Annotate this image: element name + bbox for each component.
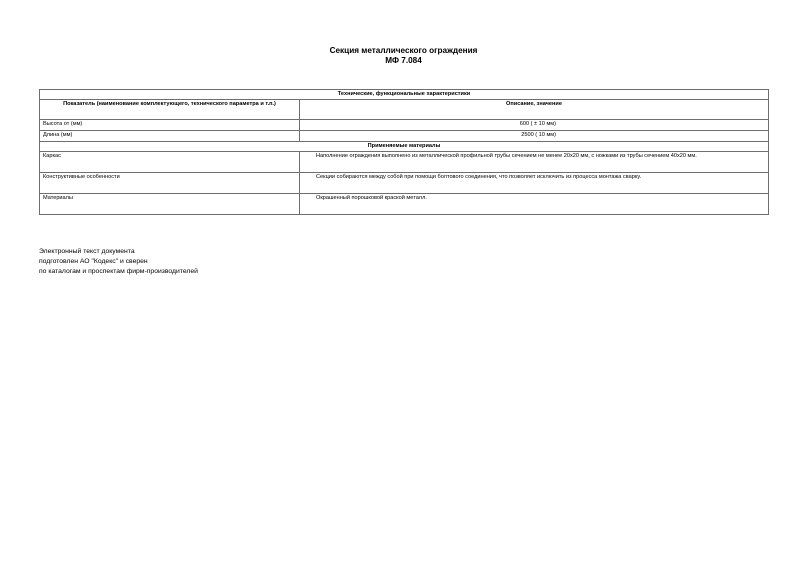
- column-header-indicator: Показатель (наименование комплектующего, технического параметра и т.п.): [40, 100, 300, 120]
- document-title: [0, 46, 807, 66]
- section-row-technical: [40, 90, 769, 100]
- section-materials-heading: Применяемые материалы: [40, 142, 769, 152]
- section-row-materials: [40, 142, 769, 152]
- material-name: Каркас: [40, 152, 300, 173]
- param-name: Высота от (мм): [40, 120, 300, 131]
- param-value: 2500 ( 10 мм): [300, 131, 769, 142]
- material-name: Материалы: [40, 194, 300, 215]
- table-row: [40, 131, 769, 142]
- header-row: [40, 100, 769, 120]
- footer-note: [39, 247, 198, 277]
- spec-table: [39, 89, 769, 215]
- title-line-2: МФ 7.084: [385, 56, 422, 65]
- material-description: Секции собираются между собой при помощи болтового соединения, что позволяет исключить из процесса монтажа сварку.: [300, 173, 769, 194]
- material-description: Окрашенный порошковой краской металл.: [300, 194, 769, 215]
- table-row: [40, 173, 769, 194]
- section-technical-heading: Технические, функциональные характеристики: [40, 90, 769, 100]
- param-value: 600 ( ± 10 мм): [300, 120, 769, 131]
- table-row: [40, 152, 769, 173]
- material-name: Конструктивные особенности: [40, 173, 300, 194]
- footer-line-2: подготовлен АО "Кодекс" и сверен: [39, 258, 148, 265]
- param-name: Длина (мм): [40, 131, 300, 142]
- footer-line-1: Электронный текст документа: [39, 248, 135, 255]
- title-line-1: Секция металлического ограждения: [329, 46, 478, 55]
- table-row: [40, 120, 769, 131]
- material-description: Наполнение ограждения выполнено из металлической профильной трубы сечением не менее 20х20 мм, с ножками из трубы сечением 40х20 мм.: [300, 152, 769, 173]
- footer-line-3: по каталогам и проспектам фирм-производителей: [39, 268, 198, 275]
- table-row: [40, 194, 769, 215]
- column-header-description: Описание, значение: [300, 100, 769, 120]
